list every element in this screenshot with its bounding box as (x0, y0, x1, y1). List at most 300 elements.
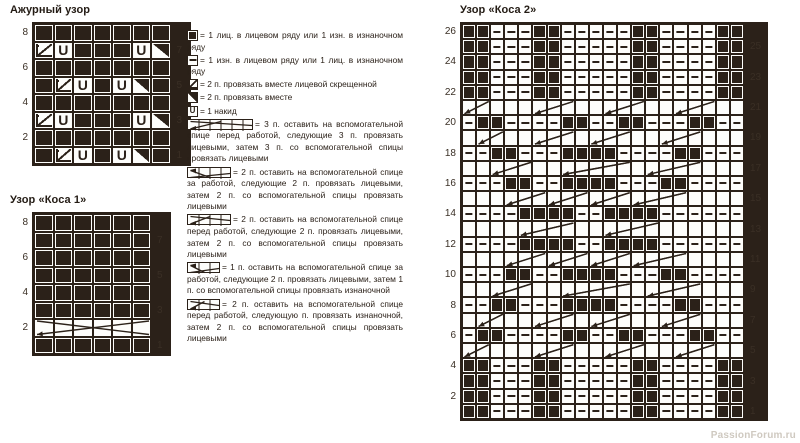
cell-cable (490, 161, 504, 176)
cell-purl (547, 267, 561, 282)
cell-purl (462, 115, 476, 130)
cell-purl (490, 237, 504, 252)
cell-purl (518, 85, 532, 100)
cell-purl (659, 237, 673, 252)
cell-purl (702, 297, 716, 312)
cell-knit (151, 94, 171, 112)
row-label-left-2: 2 (22, 322, 28, 333)
cell-purl (490, 70, 504, 85)
cell-knit (151, 77, 171, 95)
cell-cable (659, 130, 673, 145)
cell-cable (589, 252, 603, 267)
cell-purl (617, 146, 631, 161)
cell-knit (73, 214, 93, 232)
cell-purl (547, 115, 561, 130)
cable-4-front-icon (187, 214, 231, 225)
cell-purl (673, 358, 687, 373)
cell-cable (702, 343, 716, 358)
cell-purl (589, 85, 603, 100)
cell-cable (462, 130, 476, 145)
legend-item (187, 55, 403, 78)
cell-purl (518, 297, 532, 312)
cell-purl (688, 85, 702, 100)
cell-cable (659, 282, 673, 297)
cell-cable (688, 313, 702, 328)
cell-cable (631, 100, 645, 115)
cable-4-back-icon (187, 167, 231, 178)
cell-purl (688, 176, 702, 191)
cell-purl (561, 404, 575, 419)
cell-knit (73, 337, 93, 355)
cell-cable (617, 343, 631, 358)
cell-knit (575, 267, 589, 282)
cell-purl (490, 389, 504, 404)
cell-cable (659, 343, 673, 358)
cell-knit (547, 70, 561, 85)
cell-purl (688, 358, 702, 373)
cell-knit (112, 232, 132, 250)
cell-purl (617, 358, 631, 373)
cell-cable (702, 100, 716, 115)
cell-knit (112, 94, 132, 112)
cell-knit (34, 214, 54, 232)
cell-cable (603, 252, 617, 267)
dec-right-solid-icon (187, 92, 198, 103)
cell-cable (490, 100, 504, 115)
legend-item-text: = 1 накид (200, 105, 237, 116)
cell-knit (673, 176, 687, 191)
cell-purl (702, 206, 716, 221)
cell-cable (93, 319, 113, 337)
cell-purl (504, 389, 518, 404)
row-label-left-12: 12 (444, 238, 456, 250)
cell-cable (518, 313, 532, 328)
cable-3-back-purl-icon (187, 262, 220, 273)
cell-knit (575, 297, 589, 312)
cell-knit (34, 94, 54, 112)
cell-knit (34, 77, 54, 95)
cell-knit (702, 115, 716, 130)
cell-knit (132, 24, 152, 42)
cell-purl (575, 85, 589, 100)
cell-knit (504, 176, 518, 191)
cell-knit (645, 85, 659, 100)
cell-purl (504, 70, 518, 85)
cell-purl (575, 39, 589, 54)
cell-purl (688, 373, 702, 388)
row-label-left-6: 6 (22, 62, 28, 73)
cell-cable (575, 343, 589, 358)
cell-knit (730, 358, 744, 373)
cell-purl (617, 297, 631, 312)
cell-purl (603, 115, 617, 130)
cell-purl (603, 328, 617, 343)
cell-cable (73, 319, 93, 337)
cell-knit (631, 389, 645, 404)
cell-cable (575, 221, 589, 236)
cell-cable (730, 252, 744, 267)
cell-purl (518, 24, 532, 39)
cell-knit (532, 39, 546, 54)
cell-purl (504, 328, 518, 343)
cell-purl (518, 328, 532, 343)
cell-knit (73, 249, 93, 267)
cell-knit (561, 146, 575, 161)
cell-knit (462, 404, 476, 419)
cell-purl (490, 267, 504, 282)
cell-knit (532, 404, 546, 419)
cell-purl (490, 24, 504, 39)
cell-purl (730, 206, 744, 221)
cell-knit (631, 404, 645, 419)
cell-purl (589, 373, 603, 388)
cell-knit (716, 54, 730, 69)
cell-cable (645, 130, 659, 145)
cell-knit (575, 328, 589, 343)
cell-purl (532, 176, 546, 191)
cell-purl (659, 328, 673, 343)
cell-cable (547, 282, 561, 297)
row-label-left-8: 8 (450, 299, 456, 311)
cell-knit (631, 358, 645, 373)
cell-knit (575, 146, 589, 161)
cell-cable (34, 319, 54, 337)
row-label-right-7: 7 (176, 44, 183, 56)
cell-knit (575, 176, 589, 191)
cell-cable (730, 282, 744, 297)
cell-knit (93, 232, 113, 250)
cell-cable (673, 161, 687, 176)
cell-cable (547, 252, 561, 267)
cell-knit (132, 284, 152, 302)
cell-cable (575, 100, 589, 115)
cell-cable (589, 313, 603, 328)
cell-purl (716, 176, 730, 191)
cell-knit (561, 267, 575, 282)
cell-cable (603, 161, 617, 176)
cell-knit (73, 24, 93, 42)
cell-cable (645, 191, 659, 206)
row-label-left-4: 4 (22, 287, 28, 298)
cell-cable (716, 252, 730, 267)
cell-purl (518, 373, 532, 388)
legend-item-text: = 3 п. оставить на вспомогательной спице перед работой, следующие 3 п. провязать лицевыми, затем 3 п. со вспомогательной спицы провязать лицевыми (187, 118, 403, 164)
cell-purl (504, 85, 518, 100)
cell-knit (631, 39, 645, 54)
cable1-chart (10, 212, 171, 356)
cell-purl (716, 267, 730, 282)
cell-cable (462, 343, 476, 358)
cell-knit (659, 267, 673, 282)
cell-knit (547, 389, 561, 404)
cell-cable (476, 282, 490, 297)
row-label-left-2: 2 (450, 390, 456, 402)
cell-cable (617, 191, 631, 206)
cell-knit (54, 129, 74, 147)
cell-knit (34, 337, 54, 355)
cell-cable (490, 313, 504, 328)
cell-cable (504, 252, 518, 267)
cell-purl (702, 85, 716, 100)
cell-decrease-right (151, 42, 171, 60)
cell-purl (532, 115, 546, 130)
cell-knit (54, 59, 74, 77)
cell-purl (673, 54, 687, 69)
cell-cable (518, 221, 532, 236)
cell-knit (673, 267, 687, 282)
panel-cable1 (10, 194, 171, 356)
cell-knit (617, 115, 631, 130)
cell-knit (476, 39, 490, 54)
cell-knit (645, 54, 659, 69)
cell-cable (547, 191, 561, 206)
cell-purl (603, 24, 617, 39)
cell-purl (547, 328, 561, 343)
cell-cable (490, 191, 504, 206)
cell-decrease-left (34, 112, 54, 130)
cell-knit (730, 70, 744, 85)
cell-knit (34, 249, 54, 267)
knit-square-icon (187, 30, 198, 41)
cell-knit (547, 358, 561, 373)
row-label-left-20: 20 (444, 117, 456, 129)
row-label-left-16: 16 (444, 178, 456, 189)
cell-cable (532, 161, 546, 176)
cell-knit (617, 328, 631, 343)
cell-purl (518, 358, 532, 373)
cell-yarn-over: U (54, 112, 74, 130)
cell-knit (716, 404, 730, 419)
cell-cable (688, 130, 702, 145)
cell-cable (617, 130, 631, 145)
cell-purl (518, 70, 532, 85)
cell-purl (462, 206, 476, 221)
cell-knit (547, 39, 561, 54)
cell-purl (702, 146, 716, 161)
cell-cable (716, 221, 730, 236)
cell-purl (659, 389, 673, 404)
cell-knit (132, 249, 152, 267)
row-label-right-19: 19 (750, 132, 762, 144)
cell-cable (673, 282, 687, 297)
legend-item-text: = 2 п. оставить на вспомогательной спице перед работой, следующие 2 п. провязать лицевыми, затем 2 п. со вспомогательной спицы провязать лицевыми (187, 214, 403, 260)
row-label-right-1: 1 (750, 406, 756, 417)
cell-knit (730, 85, 744, 100)
cell-knit (547, 85, 561, 100)
cell-purl (631, 267, 645, 282)
cell-purl (490, 404, 504, 419)
cell-cable (659, 221, 673, 236)
cell-purl (575, 237, 589, 252)
cell-purl (688, 404, 702, 419)
cell-knit (93, 337, 113, 355)
cell-purl (617, 70, 631, 85)
cell-knit (645, 24, 659, 39)
cell-knit (73, 112, 93, 130)
cell-knit (575, 115, 589, 130)
cell-knit (93, 24, 113, 42)
cell-purl (659, 70, 673, 85)
cell-purl (575, 54, 589, 69)
cell-knit (132, 267, 152, 285)
cell-knit (589, 267, 603, 282)
legend-item (187, 262, 403, 297)
cell-cable (688, 191, 702, 206)
cell-knit (476, 373, 490, 388)
cell-cable (532, 313, 546, 328)
cell-knit (532, 206, 546, 221)
cell-knit (547, 237, 561, 252)
cell-purl (589, 358, 603, 373)
cell-cable (673, 252, 687, 267)
cell-purl (504, 24, 518, 39)
cell-cable (716, 130, 730, 145)
cell-knit (532, 237, 546, 252)
cell-knit (645, 237, 659, 252)
cell-purl (504, 115, 518, 130)
cell-knit (34, 284, 54, 302)
cell-knit (93, 112, 113, 130)
cell-cable (673, 221, 687, 236)
cell-knit (132, 94, 152, 112)
cell-cable (617, 252, 631, 267)
cell-knit (504, 297, 518, 312)
cell-cable (702, 221, 716, 236)
cell-knit (518, 206, 532, 221)
cell-knit (462, 389, 476, 404)
cell-cable (659, 252, 673, 267)
cell-purl (589, 24, 603, 39)
cell-purl (532, 328, 546, 343)
cell-purl (490, 39, 504, 54)
cell-purl (716, 146, 730, 161)
cell-purl (589, 206, 603, 221)
legend-item (187, 167, 403, 213)
cell-cable (54, 319, 74, 337)
cell-knit (151, 129, 171, 147)
cell-cable (603, 100, 617, 115)
cell-purl (603, 404, 617, 419)
cell-purl (673, 206, 687, 221)
cell-cable (645, 100, 659, 115)
cell-knit (561, 328, 575, 343)
cell-cable (532, 252, 546, 267)
cell-cable (730, 221, 744, 236)
cell-knit (561, 206, 575, 221)
row-label-right-3: 3 (176, 114, 183, 126)
cell-purl (659, 146, 673, 161)
cell-cable (532, 221, 546, 236)
cell-yarn-over: U (54, 42, 74, 60)
cell-purl (702, 54, 716, 69)
cell-cable (716, 282, 730, 297)
cell-cable (631, 343, 645, 358)
cell-knit (617, 237, 631, 252)
cell-cable (702, 282, 716, 297)
cell-knit (631, 54, 645, 69)
cell-cable (518, 282, 532, 297)
cell-cable (561, 221, 575, 236)
cell-knit (532, 24, 546, 39)
cell-cable (659, 313, 673, 328)
cell-knit (54, 232, 74, 250)
cell-cable (490, 252, 504, 267)
cell-purl (673, 24, 687, 39)
cell-purl (730, 146, 744, 161)
row-label-right-9: 9 (750, 284, 756, 296)
cell-yarn-over: U (73, 147, 93, 165)
cell-purl (617, 373, 631, 388)
cell-knit (532, 373, 546, 388)
cell-purl (688, 39, 702, 54)
cell-knit (73, 42, 93, 60)
cell-cable (716, 161, 730, 176)
cell-knit (151, 59, 171, 77)
cell-cable (561, 161, 575, 176)
cell-knit (34, 129, 54, 147)
cell-cable (645, 252, 659, 267)
cell-knit (476, 328, 490, 343)
cell-cable (518, 130, 532, 145)
cell-knit (151, 24, 171, 42)
cell-knit (561, 115, 575, 130)
cell-cable (673, 130, 687, 145)
cell-knit (603, 176, 617, 191)
cell-decrease-right (132, 147, 152, 165)
cell-purl (561, 39, 575, 54)
cell-purl (532, 146, 546, 161)
cell-purl (645, 115, 659, 130)
cell-knit (54, 267, 74, 285)
cell-purl (603, 85, 617, 100)
panel-cable2 (428, 4, 768, 421)
cell-cable (547, 343, 561, 358)
cell-cable (476, 221, 490, 236)
row-label-left-8: 8 (22, 217, 28, 228)
cell-purl (702, 24, 716, 39)
cell-purl (702, 70, 716, 85)
cell-purl (702, 389, 716, 404)
cell-cable (462, 282, 476, 297)
cell-knit (54, 249, 74, 267)
cell-knit (547, 54, 561, 69)
cell-purl (462, 146, 476, 161)
cell-knit (716, 70, 730, 85)
row-label-left-26: 26 (444, 26, 456, 37)
cell-yarn-over: U (132, 112, 152, 130)
cell-cable (589, 282, 603, 297)
cell-purl (659, 404, 673, 419)
cell-cable (462, 221, 476, 236)
cell-cable (476, 313, 490, 328)
cell-knit (476, 404, 490, 419)
cell-knit (589, 146, 603, 161)
cell-purl (673, 389, 687, 404)
row-label-left-2: 2 (22, 132, 28, 143)
cell-cable (631, 221, 645, 236)
cell-knit (688, 115, 702, 130)
cell-purl (716, 237, 730, 252)
cell-purl (617, 24, 631, 39)
cell-purl (589, 115, 603, 130)
cell-yarn-over: U (112, 147, 132, 165)
cell-knit (132, 337, 152, 355)
cell-purl (659, 24, 673, 39)
cell-cable (504, 221, 518, 236)
cell-cable (589, 191, 603, 206)
cell-purl (504, 404, 518, 419)
cell-purl (518, 404, 532, 419)
